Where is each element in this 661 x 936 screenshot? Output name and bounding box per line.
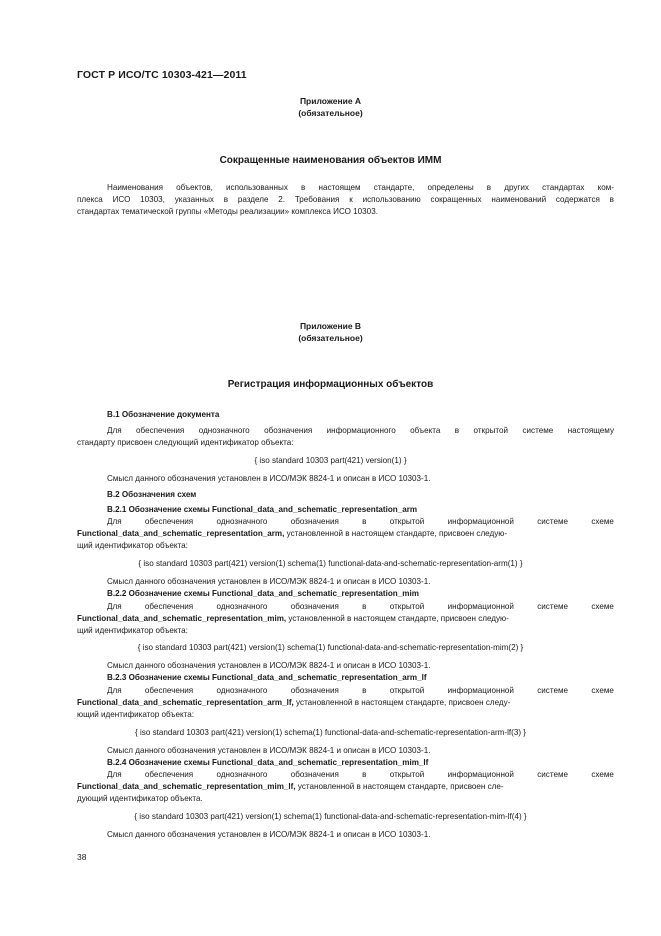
word: в (362, 686, 367, 695)
word: схеме (591, 770, 614, 779)
b21-line2 (77, 528, 614, 540)
b21-meaning: Смысл данного обозначения установлен в ИСО/МЭК 8824-1 и описан в ИСО 10303-1. (107, 577, 431, 586)
schema-name: Functional_data_and_schematic_representation_mim_lf, (77, 782, 296, 791)
b24-line2 (77, 781, 614, 793)
b24-meaning: Смысл данного обозначения установлен в ИСО/МЭК 8824-1 и описан в ИСО 10303-1. (107, 830, 431, 839)
b23-line1 (107, 685, 614, 697)
b1-identifier: { iso standard 10303 part(421) version(1) } (254, 456, 407, 465)
b22-line1 (107, 601, 614, 613)
word: схеме (591, 517, 614, 526)
annex-a-status: (обязательное) (298, 108, 363, 118)
b21-line1 (107, 516, 614, 528)
b23-line2 (77, 697, 614, 709)
word: схеме (591, 602, 614, 611)
annex-a-para-line2: плекса ИСО 10303, указанных в разделе 2. Требования к использованию сокращенных наименований содержатся в (77, 195, 614, 204)
annex-b-heading: Регистрация информационных объектов (227, 379, 434, 390)
b22-line3: щий идентификатор объекта: (77, 626, 188, 635)
b23-line2-rest: установленной в настоящем стандарте, присвоен следу- (293, 698, 511, 707)
schema-name: Functional_data_and_schematic_representation_arm, (77, 529, 285, 538)
word: однозначного (216, 517, 268, 526)
b22-line2-rest: установленной в настоящем стандарте, присвоен следую- (286, 614, 509, 623)
annex-a-para-line3: стандартах тематической группы «Методы реализации» комплекса ИСО 10303. (77, 207, 378, 216)
b21-line3: щий идентификатор объекта: (77, 541, 188, 550)
word: обозначения (290, 770, 339, 779)
b24-heading: В.2.4 Обозначение схемы Functional_data_and_schematic_representation_mim_lf (107, 758, 429, 767)
word: обозначения (290, 517, 339, 526)
word: Для (107, 686, 122, 695)
word: обеспечения (144, 770, 194, 779)
word: открытой (389, 517, 425, 526)
b21-line2-rest: установленной в настоящем стандарте, присвоен следую- (284, 529, 508, 538)
word: Для (107, 517, 122, 526)
word: открытой (389, 602, 425, 611)
b23-line3: ющий идентификатор объекта: (77, 710, 194, 719)
b1-meaning: Смысл данного обозначения установлен в ИСО/МЭК 8824-1 и описан в ИСО 10303-1. (107, 474, 431, 483)
word: информационной (447, 770, 514, 779)
b22-identifier: { iso standard 10303 part(421) version(1) schema(1) functional-data-and-schematic-representation-mim(2) } (137, 643, 524, 652)
word: в (362, 602, 367, 611)
word: системе (537, 517, 569, 526)
b1-line2: стандарту присвоен следующий идентификатор объекта: (77, 438, 294, 447)
word: обозначения (290, 686, 339, 695)
word: в (362, 770, 367, 779)
word: системе (537, 686, 569, 695)
word: открытой (389, 770, 425, 779)
annex-a-title: Приложение А (299, 96, 362, 106)
word: в (362, 517, 367, 526)
b24-line3: дующий идентификатор объекта. (77, 794, 203, 803)
b24-identifier: { iso standard 10303 part(421) version(1) schema(1) functional-data-and-schematic-representation-mim-lf(4) } (134, 812, 527, 821)
page-number: 38 (77, 852, 87, 862)
b1-heading: В.1 Обозначение документа (107, 410, 220, 419)
word: обеспечения (144, 686, 194, 695)
b22-heading: В.2.2 Обозначение схемы Functional_data_and_schematic_representation_mim (107, 589, 419, 598)
b22-meaning: Смысл данного обозначения установлен в ИСО/МЭК 8824-1 и описан в ИСО 10303-1. (107, 661, 431, 670)
word: системе (537, 770, 569, 779)
schema-name: Functional_data_and_schematic_representation_mim, (77, 614, 287, 623)
annex-b-status: (обязательное) (298, 333, 363, 343)
annex-b-title: Приложение В (299, 321, 362, 331)
b24-line1 (107, 769, 614, 781)
word: открытой (389, 686, 425, 695)
b23-identifier: { iso standard 10303 part(421) version(1) schema(1) functional-data-and-schematic-representation-arm-lf(3) } (135, 728, 526, 737)
b2-heading: В.2 Обозначения схем (107, 490, 197, 499)
word: обозначения (290, 602, 339, 611)
annex-a-para-line1: Наименования объектов, использованных в настоящем стандарте, определены в других стандартах ком- (107, 183, 614, 192)
word: однозначного (216, 770, 268, 779)
word: схеме (591, 686, 614, 695)
word: однозначного (216, 686, 268, 695)
b21-heading: В.2.1 Обозначение схемы Functional_data_and_schematic_representation_arm (107, 505, 418, 514)
word: Для (107, 770, 122, 779)
word: информационной (447, 602, 514, 611)
word: Для (107, 602, 122, 611)
b23-meaning: Смысл данного обозначения установлен в ИСО/МЭК 8824-1 и описан в ИСО 10303-1. (107, 746, 431, 755)
word: системе (537, 602, 569, 611)
b24-line2-rest: установленной в настоящем стандарте, присвоен сле- (295, 782, 504, 791)
b1-line1: Для обеспечения однозначного обозначения информационного объекта в открытой системе настоящему (107, 426, 614, 435)
annex-a-heading: Сокращенные наименования объектов ИММ (219, 155, 442, 166)
word: обеспечения (144, 602, 194, 611)
document-header: ГОСТ Р ИСО/ТС 10303-421—2011 (77, 69, 247, 81)
word: информационной (447, 517, 514, 526)
word: однозначного (216, 602, 268, 611)
schema-name: Functional_data_and_schematic_representation_arm_lf, (77, 698, 294, 707)
b23-heading: В.2.3 Обозначение схемы Functional_data_and_schematic_representation_arm_lf (107, 673, 427, 682)
word: обеспечения (144, 517, 194, 526)
b22-line2 (77, 613, 614, 625)
b21-identifier: { iso standard 10303 part(421) version(1) schema(1) functional-data-and-schematic-representation-arm(1) } (138, 559, 523, 568)
word: информационной (447, 686, 514, 695)
